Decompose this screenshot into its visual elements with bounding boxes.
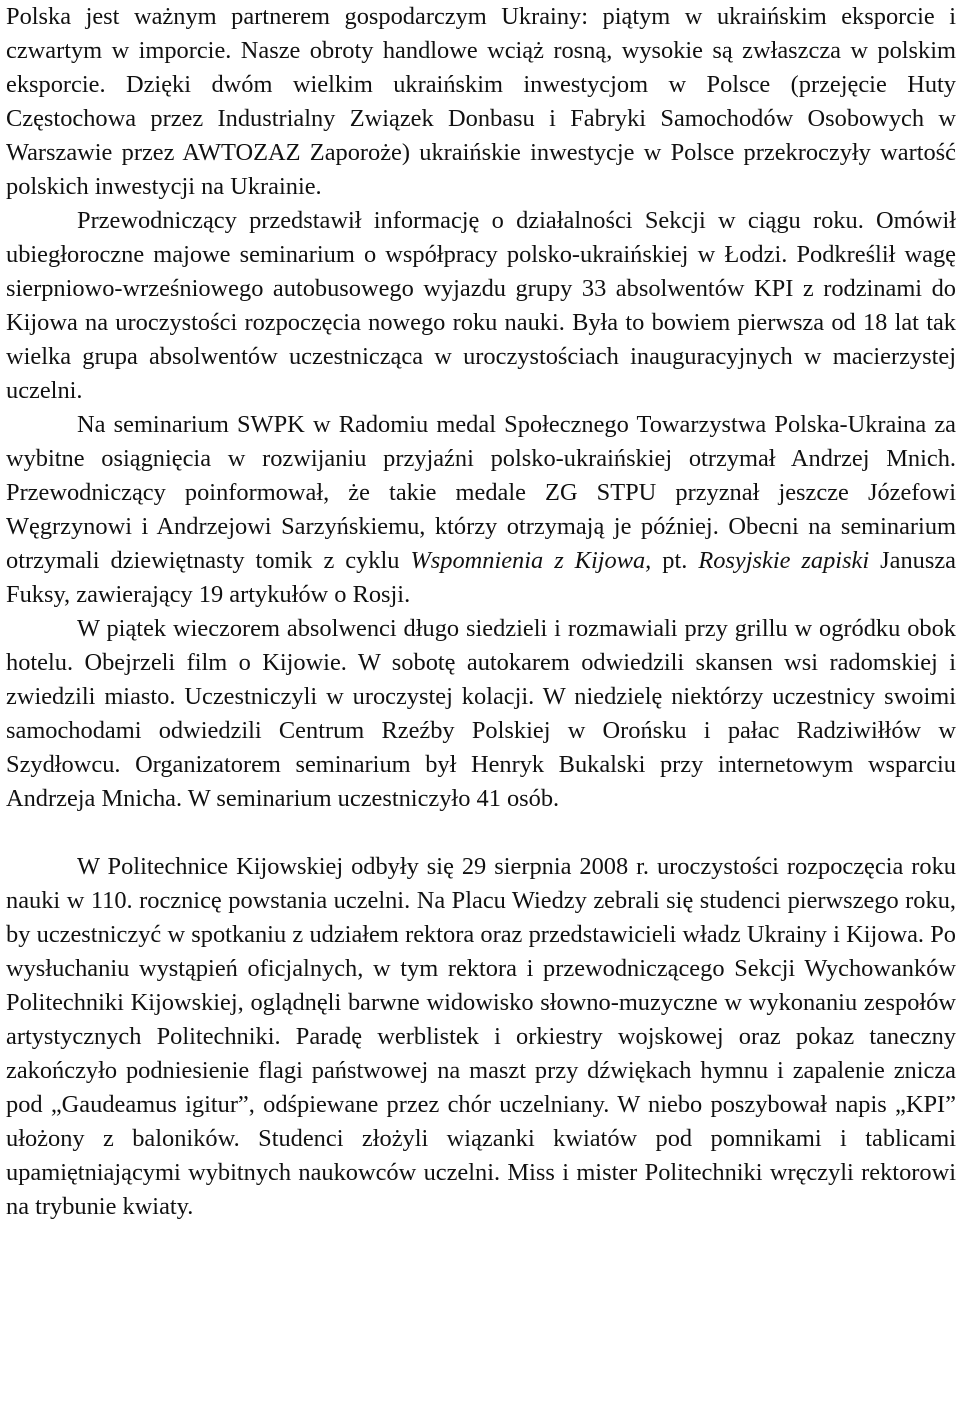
paragraph-medal-text-2: pt. bbox=[651, 547, 699, 574]
paragraph-kpi-ceremony: W Politechnice Kijowskiej odbyły się 29 sierpnia 2008 r. uroczystości rozpoczęcia roku nauki w 110. rocznicę powstania uczelni. Na Placu Wiedzy zebrali się studenci pierwszego roku, by uczestniczyć w spotkaniu z udziałem rektora oraz przedstawicieli władz Ukrainy i Kijowa. Po wysłuchaniu wystąpień oficjalnych, w tym rektora i przewodniczącego Sekcji Wychowanków Politechniki Kijowskiej, oglądnęli barwne widowisko słowno-muzyczne w wykonaniu zespołów artystycznych Politechniki. Paradę werblistek i orkiestry wojskowej oraz pokaz taneczny zakończyło podniesienie flagi państwowej na maszt przy dźwiękach hymnu i zapalenie znicza pod „Gaudeamus igitur”, odśpiewane przez chór uczelniany. W niebo poszybował napis „KPI” ułożony z baloników. Studenci złożyli wiązanki kwiatów pod pomnikami i tablicami upamiętniającymi wybitnych naukowców uczelni. Miss i mister Politechniki wręczyli rektorowi na trybunie kwiaty. bbox=[6, 853, 956, 1220]
book-title: Rosyjskie zapiski bbox=[698, 547, 870, 574]
paragraph-chairman-report: Przewodniczący przedstawił informację o działalności Sekcji w ciągu roku. Omówił ubiegłoroczne majowe seminarium o współpracy polsko-ukraińskiej w Łodzi. Podkreślił wagę sierpniowo-wrześniowego autobusowego wyjazdu grupy 33 absolwentów KPI z rodzinami do Kijowa na uroczystości rozpoczęcia nowego roku nauki. Była to bowiem pierwsza od 18 lat tak wielka grupa absolwentów uczestnicząca w uroczystościach inauguracyjnych w macierzystej uczelni. bbox=[6, 207, 956, 404]
paragraph-medal bbox=[6, 408, 956, 612]
paragraph-medal-text: Na seminarium SWPK w Radomiu medal Społecznego Towarzystwa Polska-Ukraina za wybitne osiągnięcia w rozwijaniu przyjaźni polsko-ukraińskiej otrzymał Andrzej Mnich. Przewodniczący poinformował, że takie medale ZG STPU przyznał jeszcze Józefowi Węgrzynowi i Andrzejowi Sarzyńskiemu, którzy otrzymają je później. Obecni na seminarium otrzymali dziewiętnasty tomik z cyklu bbox=[6, 411, 956, 574]
book-series-title: Wspomnienia z Kijowa, bbox=[410, 547, 652, 574]
paragraph-medal-text-3: Janusza Fuksy, zawierający 19 artykułów o Rosji. bbox=[6, 547, 957, 608]
paragraph-weekend: W piątek wieczorem absolwenci długo siedzieli i rozmawiali przy grillu w ogródku obok hotelu. Obejrzeli film o Kijowie. W sobotę autokarem odwiedzili skansen wsi radomskiej i zwiedzili miasto. Uczestniczyli w uroczystej kolacji. W niedzielę niektórzy uczestnicy swoimi samochodami odwiedzili Centrum Rzeźby Polskiej w Orońsku i pałac Radziwiłłów w Szydłowcu. Organizatorem seminarium był Henryk Bukalski przy internetowym wsparciu Andrzeja Mnicha. W seminarium uczestniczyło 41 osób. bbox=[6, 615, 956, 812]
paragraph-economy: Polska jest ważnym partnerem gospodarczym Ukrainy: piątym w ukraińskim eksporcie i czwartym w imporcie. Nasze obroty handlowe wciąż rosną, wysokie są zwłaszcza w polskim eksporcie. Dzięki dwóm wielkim ukraińskim inwestycjom w Polsce (przejęcie Huty Częstochowa przez Industrialny Związek Donbasu i Fabryki Samochodów Osobowych w Warszawie przez AWTOZAZ Zaporoże) ukraińskie inwestycje w Polsce przekroczyły wartość polskich inwestycji na Ukrainie. bbox=[6, 3, 956, 200]
paragraph-gap bbox=[6, 816, 956, 850]
